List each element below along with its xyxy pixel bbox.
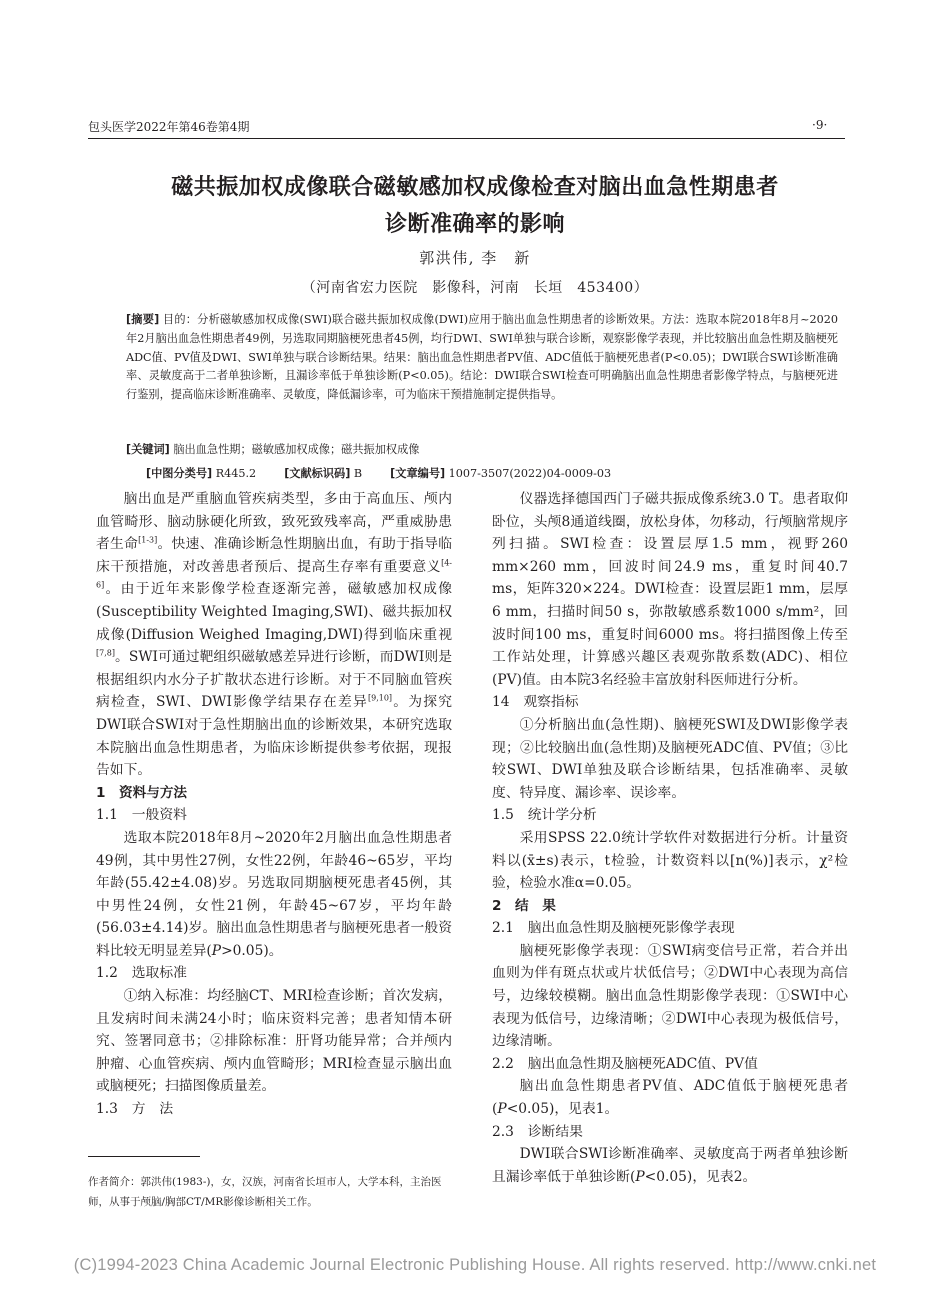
copyright-watermark: (C)1994-2023 China Academic Journal Electronic Publishing House. All rights reserved. http://www.cnki.net <box>73 1256 877 1274</box>
abstract-text: 目的：分析磁敏感加权成像(SWI)联合磁共振加权成像(DWI)应用于脑出血急性期患者的诊断效果。方法：选取本院2018年8月~2020年2月脑出血急性期患者49例，另选取同期脑梗死患者45例，均行DWI、SWI单独与联合诊断，观察影像学表现，并比较脑出血急性期及脑梗死ADC值、PV值及DWI、SWI单独与联合诊断结果。结果：脑出血急性期患者PV值、ADC值低于脑梗死患者(P<0.05)；DWI联合SWI诊断准确率、灵敏度高于二者单独诊断，且漏诊率低于单独诊断(P<0.05)。结论：DWI联合SWI检查可明确脑出血急性期患者影像学特点，与脑梗死进行鉴别，提高临床诊断准确率、灵敏度，降低漏诊率，可为临床干预措施制定提供指导。 <box>126 313 838 402</box>
section-heading-1-4: 14 观察指标 <box>492 694 579 711</box>
journal-header: 包头医学2022年第46卷第4期 <box>88 120 250 134</box>
doc-code-label: [文献标识码] <box>284 467 351 480</box>
keywords-label: [关键词] <box>126 443 170 456</box>
citation: [4-6] <box>96 558 452 590</box>
general-data-paragraph: 选取本院2018年8月~2020年2月脑出血急性期患者49例，其中男性27例，女性22例，年龄46~65岁，平均年龄(55.42±4.08)岁。另选取同期脑梗死患者45例，其中男性24例，女性21例，年龄45~67岁，平均年龄(56.03±4.14)岁。脑出血急性期患者与脑梗死患者一般资料比较无明显差异(P>0.05)。 <box>96 829 452 959</box>
stats-paragraph: 采用SPSS 22.0统计学软件对数据进行分析。计量资料以(x̄±s)表示，t检验，计数资料以[n(%)]表示，χ²检验，检验水准α=0.05。 <box>492 829 848 892</box>
title-line-2: 诊断准确率的影响 <box>384 212 565 237</box>
author-footnote: 作者简介：郭洪伟(1983-)，女，汉族，河南省长垣市人，大学本科，主治医师，从事于颅脑/胸部CT/MR影像诊断相关工作。 <box>88 1176 442 1208</box>
keywords <box>126 441 838 457</box>
authors: 郭洪伟, 李 新 <box>419 249 531 267</box>
clc-value: R445.2 <box>212 467 257 480</box>
article-number-label: [文章编号] <box>390 467 446 480</box>
intro-paragraph: 脑出血是严重脑血管疾病类型，多由于高血压、颅内血管畸形、脑动脉硬化所致，致死致残率高，严重威胁患者生命[1-3]。快速、准确诊断急性期脑出血，有助于指导临床干预措施，对改善患者预后、提高生存率有重要意义[4-6]。由于近年来影像学检查逐渐完善，磁敏感加权成像(Susceptibility Weighted Imaging,SWI)、磁共振加权成像(Diffusion Weighed Imaging,DWI)得到临床重视[7,8]。SWI可通过靶组织磁敏感差异进行诊断，而DWI则是根据组织内水分子扩散状态进行诊断。对于不同脑血管疾病检查，SWI、DWI影像学结果存在差异[9,10]。为探究DWI联合SWI对于急性期脑出血的诊断效果，本研究选取本院脑出血急性期患者，为临床诊断提供参考依据，现报告如下。 <box>96 491 452 779</box>
criteria-paragraph: ①纳入标准：均经脑CT、MRI检查诊断；首次发病，且发病时间未满24小时；临床资料完善；患者知情本研究、签署同意书；②排除标准：肝肾功能异常；合并颅内肿瘤、心血管疾病、颅内血管畸形；MRI检查显示脑出血或脑梗死；扫描图像质量差。 <box>96 988 452 1095</box>
diagnosis-paragraph: DWI联合SWI诊断准确率、灵敏度高于两者单独诊断且漏诊率低于单独诊断(P<0.05)，见表2。 <box>492 1146 848 1185</box>
clc-label: [中图分类号] <box>146 467 213 480</box>
section-heading-1: 1 资料与方法 <box>96 784 188 801</box>
page-number: ·9· <box>812 118 828 132</box>
left-column <box>96 488 452 1121</box>
method-paragraph: 仪器选择德国西门子磁共振成像系统3.0 T。患者取仰卧位，头颅8通道线圈，放松身体，勿移动，行颅脑常规序列扫描。SWI检查：设置层厚1.5 mm，视野260 mm×260 mm，回波时间24.9 ms，重复时间40.7 ms，矩阵320×224。DWI检查：设置层距1 mm，层厚6 mm，扫描时间50 s，弥散敏感系数1000 s/mm²，回波时间100 ms，重复时间6000 ms。将扫描图像上传至工作站处理，计算感兴趣区表观弥散系数(ADC)、相位(PV)值。由本院3名经验丰富放射科医师进行分析。 <box>492 491 848 688</box>
keywords-text: 脑出血急性期；磁敏感加权成像；磁共振加权成像 <box>169 443 420 456</box>
section-heading-2: 2 结 果 <box>492 897 556 914</box>
classification-line <box>146 465 846 481</box>
adc-paragraph: 脑出血急性期患者PV值、ADC值低于脑梗死患者(P<0.05)，见表1。 <box>492 1078 848 1118</box>
citation: [9,10] <box>367 693 393 703</box>
indicators-paragraph: ①分析脑出血(急性期)、脑梗死SWI及DWI影像学表现；②比较脑出血(急性期)及脑梗死ADC值、PV值；③比较SWI、DWI单独及联合诊断结果，包括准确率、灵敏度、特异度、漏诊率、误诊率。 <box>492 716 848 801</box>
title-line-1: 磁共振加权成像联合磁敏感加权成像检查对脑出血急性期患者 <box>171 175 779 200</box>
section-heading-2-2: 2.2 脑出血急性期及脑梗死ADC值、PV值 <box>492 1055 758 1072</box>
section-heading-2-1: 2.1 脑出血急性期及脑梗死影像学表现 <box>492 920 735 937</box>
imaging-paragraph: 脑梗死影像学表现：①SWI病变信号正常，若合并出血则为伴有斑点状或片状低信号；②DWI中心表现为高信号，边缘较模糊。脑出血急性期影像学表现：①SWI中心表现为低信号，边缘清晰；②DWI中心表现为极低信号，边缘清晰。 <box>492 942 848 1050</box>
section-heading-1-5: 1.5 统计学分析 <box>492 807 597 824</box>
article-number-value: 1007-3507(2022)04-0009-03 <box>445 467 612 480</box>
abstract <box>126 311 838 405</box>
section-heading-2-3: 2.3 诊断结果 <box>492 1123 583 1140</box>
doc-code-value: B <box>350 467 363 480</box>
citation: [7,8] <box>96 648 115 658</box>
section-heading-1-2: 1.2 选取标准 <box>96 965 187 982</box>
header-rule <box>88 138 845 139</box>
footnote-rule <box>88 1156 200 1157</box>
abstract-label: [摘要] <box>126 313 160 326</box>
citation: [1-3] <box>138 535 158 545</box>
section-heading-1-1: 1.1 一般资料 <box>96 807 187 824</box>
section-heading-1-3: 1.3 方 法 <box>96 1101 174 1118</box>
right-column <box>492 488 848 1188</box>
affiliation: （河南省宏力医院 影像科，河南 长垣 453400） <box>301 280 649 296</box>
